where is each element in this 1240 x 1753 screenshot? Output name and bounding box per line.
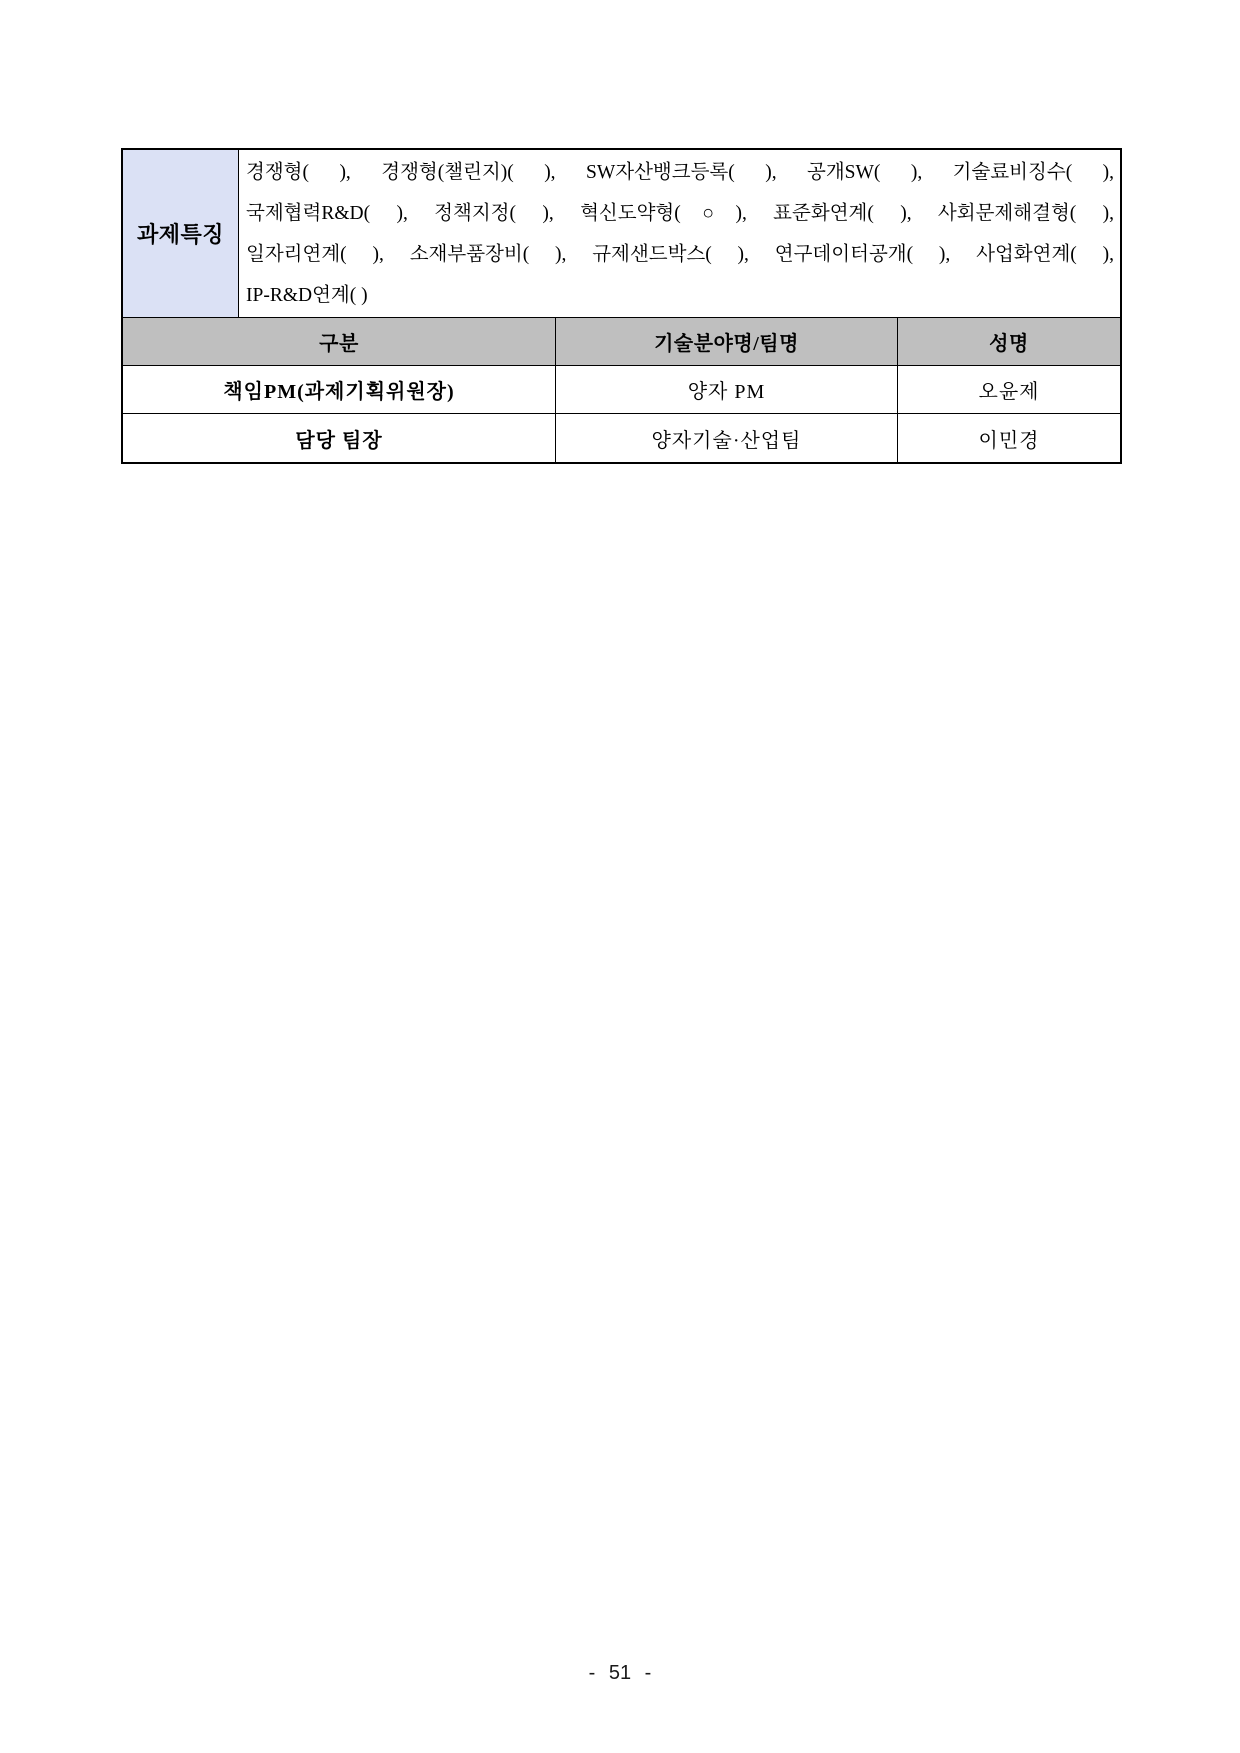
row-pm-name: 오윤제	[978, 381, 1040, 403]
table-row-team-leader	[123, 414, 1120, 462]
row-pm-field: 양자 PM	[556, 366, 898, 413]
feature-label-cell: 과제특징	[123, 150, 239, 317]
feature-options-cell	[239, 150, 1120, 317]
feature-line-4: IP-R&D연계( )	[246, 284, 368, 306]
row-team-leader-role: 담당 팀장	[123, 414, 556, 462]
header-tech-field-team: 기술분야명/팀명	[556, 318, 898, 365]
table-row-pm	[123, 366, 1120, 414]
row-team-leader-name: 이민경	[978, 429, 1040, 452]
header-name: 성명	[989, 333, 1029, 355]
table-header-row	[123, 318, 1120, 366]
header-category: 구분	[123, 318, 556, 365]
feature-line-3: 일자리연계( ), 소재부품장비( ), 규제샌드박스( ), 연구데이터공개( ), 사업화연계( ),	[246, 243, 1114, 265]
project-features-table	[121, 148, 1122, 464]
feature-line-2: 국제협력R&D( ), 정책지정( ), 혁신도약형(○), 표준화연계( ), 사회문제해결형( ),	[246, 202, 1114, 224]
row-pm-role: 책임PM(과제기획위원장)	[123, 366, 556, 413]
feature-row	[123, 150, 1120, 318]
feature-line-1: 경쟁형( ), 경쟁형(챌린지)( ), SW자산뱅크등록( ), 공개SW( ), 기술료비징수( ),	[246, 161, 1114, 183]
page-number: - 51 -	[588, 1662, 652, 1684]
row-team-leader-field: 양자기술·산업팀	[556, 414, 898, 462]
